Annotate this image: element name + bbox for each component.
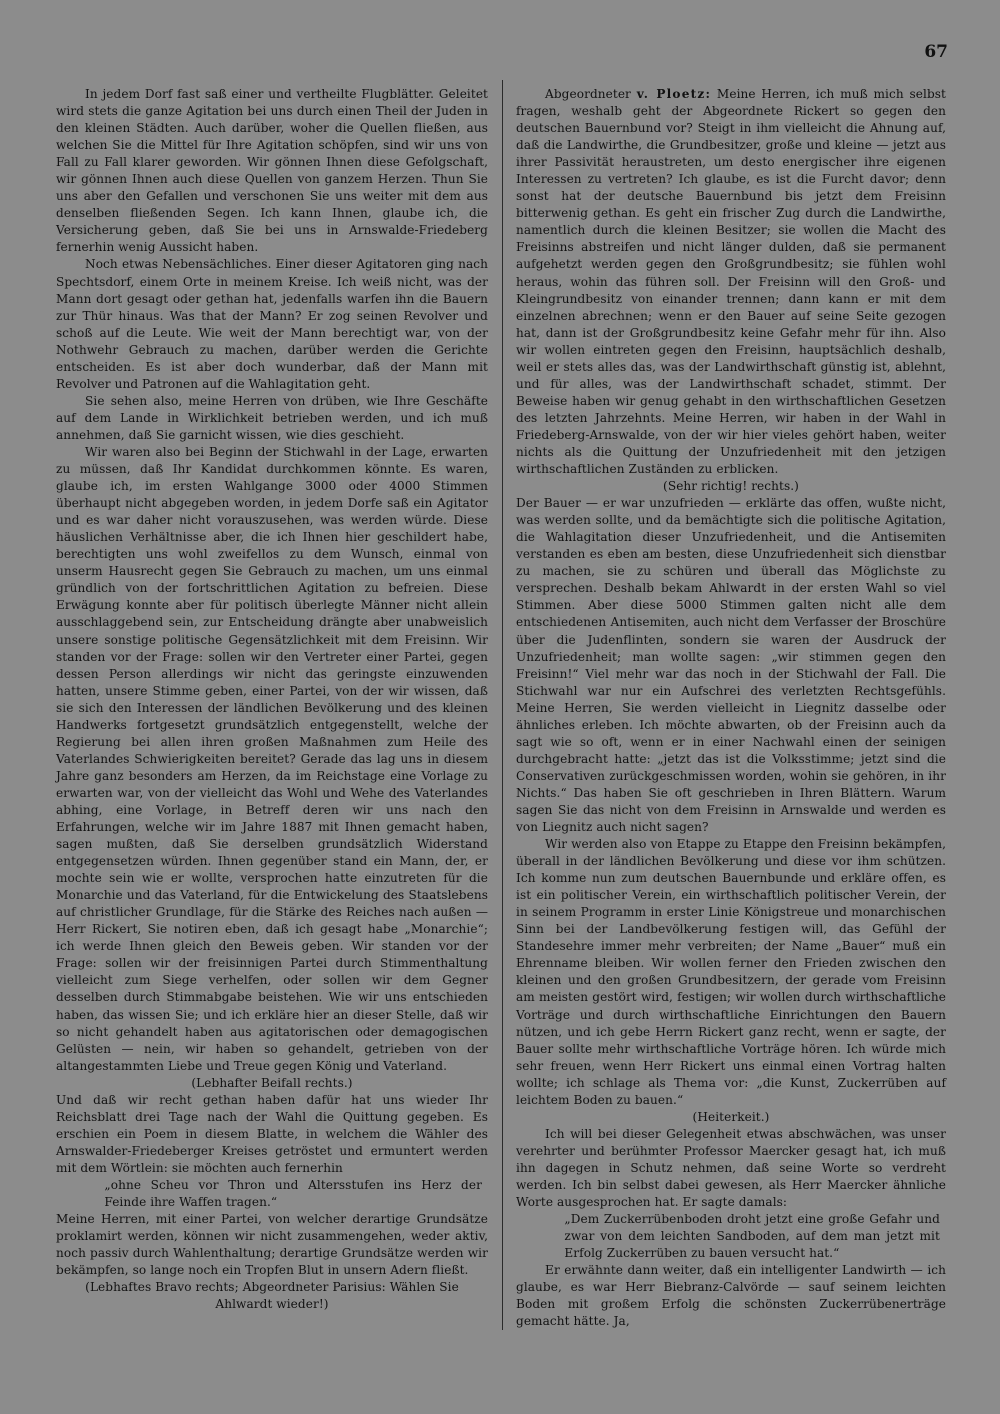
paragraph: Ich will bei dieser Gelegenheit etwas abschwächen, was unser verehrter und berühmter Professor Maercker gesagt hat, ich muß ihn dagegen in Schutz nehmen, daß seine Worte so verdreht werden. Ich bin selbst dabei gewesen, als Herr Maercker ähnliche Worte ausgesprochen hat. Er sagte damals: [516,1126,946,1210]
page-number: 67 [924,42,948,62]
paragraph: Wir waren also bei Beginn der Stichwahl in der Lage, erwarten zu müssen, daß Ihr Kandidat durchkommen könnte. Es waren, glaube ich, im ersten Wahlgange 3000 oder 4000 Stimmen überhaupt nicht abgegeben worden, in jedem Dorfe saß ein Agitator und es war daher nicht vorauszusehen, was werden würde. Diese häuslichen Verhältnisse aber, die ich Ihnen hier geschildert habe, berechtigten uns wohl zweifellos zu dem Wunsch, einmal von unserm Hausrecht gegen Sie Gebrauch zu machen, um uns einmal gründlich von der fortschrittlichen Agitation zu befreien. Diese Erwägung konnte aber für politisch überlegte Männer nicht allein ausschlaggebend sein, zur Entscheidung drängte aber unabweislich unsere sonstige politische Gegensätzlichkeit mit dem Freisinn. Wir standen vor der Frage: sollen wir den Vertreter einer Partei, gegen dessen Person allerdings wir nicht das geringste einzuwenden hatten, unsere Stimme geben, einer Partei, von der wir wissen, daß sie sich den Interessen der ländlichen Bevölkerung und des kleinen Handwerks fortgesetzt grundsätzlich entgegenstellt, welche der Regierung bei allen ihren großen Maßnahmen zum Heile des Vaterlandes Schwierigkeiten bereitet? Gerade das lag uns in diesem Jahre ganz besonders am Herzen, da im Reichstage eine Vorlage zu erwarten war, von der vielleicht das Wohl und Wehe des Vaterlandes abhing, eine Vorlage, in Betreff deren wir uns nach den Erfahrungen, welche wir im Jahre 1887 mit Ihnen gemacht haben, sagen mußten, daß Sie derselben grundsätzlich Widerstand entgegensetzen würden. Ihnen gegenüber stand ein Mann, der, er mochte sein wie er wollte, versprochen hatte einzutreten für die Monarchie und das Vaterland, für die Entwickelung des Staatslebens auf christlicher Grundlage, für die Stärke des Reiches nach außen — Herr Rickert, Sie notiren eben, daß ich gesagt habe „Monarchie“; ich werde Ihnen gleich den Beweis geben. Wir standen vor der Frage: sollen wir der freisinnigen Partei durch Stimmenthaltung vielleicht zum Siege verhelfen, oder sollen wir dem Gegner desselben durch Stimmabgabe beistehen. Wie wir uns entschieden haben, das wissen Sie; und ich erkläre hier an dieser Stelle, daß wir so nicht gehandelt haben aus agitatorischen oder demagogischen Gelüsten — nein, wir haben so gehandelt, getrieben von der altangestammten Liebe und Treue gegen König und Vaterland. [56,444,488,1073]
speaker-prefix: Abgeordneter [545,87,631,101]
stage-direction: (Lebhaftes Bravo rechts; Abgeordneter Parisius: Wählen Sie Ahlwardt wieder!) [85,1280,459,1312]
paragraph: Der Bauer — er war unzufrieden — erklärte das offen, wußte nicht, was werden sollte, und da bemächtigte sich die politische Agitation, die Wahlagitation dieser Unzufriedenheit, und die Antisemiten verstanden es eben am besten, diese Unzufriedenheit sich dienstbar zu machen, sie zu schüren und überall das Möglichste zu versprechen. Deshalb bekam Ahlwardt in der ersten Wahl so viel Stimmen. Aber diese 5000 Stimmen galten nicht alle dem entschiedenen Antisemiten, auch nicht dem Verfasser der Broschüre über die Judenflinten, sondern sie waren der Ausdruck der Unzufriedenheit; man wollte sagen: „wir stimmen gegen den Freisinn!“ Viel mehr war das noch in der Stichwahl der Fall. Die Stichwahl war nur ein Aufschrei des verletzten Rechtsgefühls. Meine Herren, Sie werden vielleicht in Liegnitz dasselbe oder ähnliches erleben. Ich möchte abwarten, ob der Freisinn auch da sagt wie so oft, wenn er in einer Nachwahl einen der seinigen durchgebracht hatte: „jetzt das ist die Volksstimme; jetzt sind die Conservativen zurückgeschmissen worden, wohin sie gehören, in ihr Nichts.“ Das haben Sie oft geschrieben in Ihren Blättern. Warum sagen Sie das nicht von dem Freisinn in Arnswalde und werden es von Liegnitz auch nicht sagen? [516,496,946,835]
paragraph: Und daß wir recht gethan haben dafür hat uns wieder Ihr Reichsblatt drei Tage nach der Wahl die Quittung gegeben. Es erschien ein Poem in diesem Blatte, in welchem die Wähler des Arnswalder-Friedeberger Kreises getröstet und ermuntert werden mit dem Wörtlein: sie möchten auch fernerhin [56,1092,488,1175]
stage-direction: (Sehr richtig! rechts.) [663,479,799,494]
speaker-text: Meine Herren, ich muß mich selbst fragen, weshalb geht der Abgeordnete Rickert so gegen den deutschen Bauernbund vor? Steigt in ihm vielleicht die Ahnung auf, daß die Landwirthe, die Grundbesitzer, große und kleine — jetzt aus ihrer Passivität heraustreten, um desto energischer ihre eigenen Interessen zu vertreten? Ich glaube, es ist die Furcht davor; denn sonst hat der deutsche Bauernbund bis jetzt dem Freisinn bitterwenig gethan. Es geht ein frischer Zug durch die Landwirthe, namentlich durch die kleinen Besitzer; sie wollen die Macht des Freisinns abstreifen und nicht länger dulden, daß sie permanent aufgehetzt werden gegen den Großgrundbesitz; sie fühlen wohl heraus, wohin das führen soll. Der Freisinn will den Groß- und Kleingrundbesitz von einander trennen; dann kann er mit dem einzelnen abrechnen; wenn er den Bauer auf seine Seite gezogen hat, dann ist der Großgrundbesitz keine Gefahr mehr für ihn. Also wir wollen eintreten gegen den Freisinn, hauptsächlich deshalb, weil er stets alles das, was der Landwirthschaft günstig ist, ablehnt, und für alles, was der Landwirthschaft schadet, stimmt. Der Beweise haben wir genug gehabt in den wirthschaftlichen Gesetzen des letzten Jahrzehnts. Meine Herren, wir haben in der Wahl in Friedeberg-Arnswalde, von der wir hier vieles gehört haben, weiter nichts als die Quittung der Unzufriedenheit mit den jetzigen wirthschaftlichen Zuständen zu erblicken. [516,87,946,477]
stage-direction: (Lebhafter Beifall rechts.) [191,1075,353,1090]
quotation: „ohne Scheu vor Thron und Altersstufen ins Herz der Feinde ihre Waffen tragen.“ [104,1178,482,1210]
paragraph: Meine Herren, mit einer Partei, von welcher derartige Grundsätze proklamirt werden, können wir nicht zusammengehen, weder aktiv, noch passiv durch Wahlenthaltung; derartige Grundsätze werden wir bekämpfen, so lange noch ein Tropfen Blut in unsern Adern fließt. [56,1212,488,1278]
paragraph: Noch etwas Nebensächliches. Einer dieser Agitatoren ging nach Spechtsdorf, einem Orte in meinem Kreise. Ich weiß nicht, was der Mann dort gesagt oder gethan hat, jedenfalls warfen ihn die Bauern zur Thür hinaus. Was that der Mann? Er zog seinen Revolver und schoß auf die Leute. Wie weit der Mann berechtigt war, von der Nothwehr Gebrauch zu machen, darüber werden die Gerichte entscheiden. Es ist aber doch wunderbar, daß der Mann mit Revolver und Patronen auf die Wahlagitation geht. [56,257,488,391]
paragraph: Er erwähnte dann weiter, daß ein intelligenter Landwirth — ich glaube, es war Herr Biebranz-Calvörde — sauf seinem leichten Boden mit großem Erfolg die schönsten Zuckerrübenerträge gemacht hätte. Ja, [516,1263,946,1329]
quotation: „Dem Zuckerrübenboden droht jetzt eine große Gefahr und zwar von dem leichten Sandboden, auf dem man jetzt mit Erfolg Zuckerrüben zu bauen versucht hat.“ [564,1212,940,1261]
speaker-name: v. Ploetz: [636,87,712,101]
left-column [56,86,488,1313]
speaker-paragraph [516,86,946,478]
column-divider [502,80,503,1330]
stage-direction: (Heiterkeit.) [692,1109,770,1124]
paragraph: In jedem Dorf fast saß einer und vertheilte Flugblätter. Geleitet wird stets die ganze Agitation bei uns durch einen Theil der Juden in den kleinen Städten. Auch darüber, woher die Quellen fließen, aus welchen Sie die Mittel für Ihre Agitation schöpfen, sind wir uns von Fall zu Fall klarer geworden. Wir gönnen Ihnen diese Gefolgschaft, wir gönnen Ihnen auch diese Quellen von ganzem Herzen. Thun Sie uns aber den Gefallen und verschonen Sie uns weiter mit dem aus denselben fließenden Segen. Ich kann Ihnen, glaube ich, die Versicherung geben, daß Sie bei uns in Arnswalde-Friedeberg fernerhin wenig Aussicht haben. [56,87,488,255]
paragraph: Wir werden also von Etappe zu Etappe den Freisinn bekämpfen, überall in der ländlichen Bevölkerung und diese vor ihm schützen. Ich komme nun zum deutschen Bauernbunde und erkläre offen, es ist ein politischer Verein, ein wirthschaftlich politischer Verein, der in seinem Programm in erster Linie Königstreue und monarchischen Sinn bei der Landbevölkerung festigen will, das Gefühl der Standesehre immer mehr verbreiten; der Name „Bauer“ muß ein Ehrenname bleiben. Wir wollen ferner den Frieden zwischen den kleinen und den großen Grundbesitzern, der gerade vom Freisinn am meisten gestört wird, festigen; wir wollen durch wirthschaftliche Vorträge und durch wirthschaftliche Einrichtungen den Bauern nützen, und ich gebe Herrn Rickert ganz recht, wenn er sagte, der Bauer sollte mehr wirthschaftliche Vorträge hören. Ich würde mich sehr freuen, wenn Herr Rickert uns einmal einen Vortrag halten wollte; ich schlage als Thema vor: „die Kunst, Zuckerrüben auf leichtem Boden zu bauen.“ [516,837,946,1107]
paragraph: Sie sehen also, meine Herren von drüben, wie Ihre Geschäfte auf dem Lande in Wirklichkeit betrieben werden, und ich muß annehmen, daß Sie garnicht wissen, wie dies geschieht. [56,393,488,442]
right-column [516,86,946,1330]
